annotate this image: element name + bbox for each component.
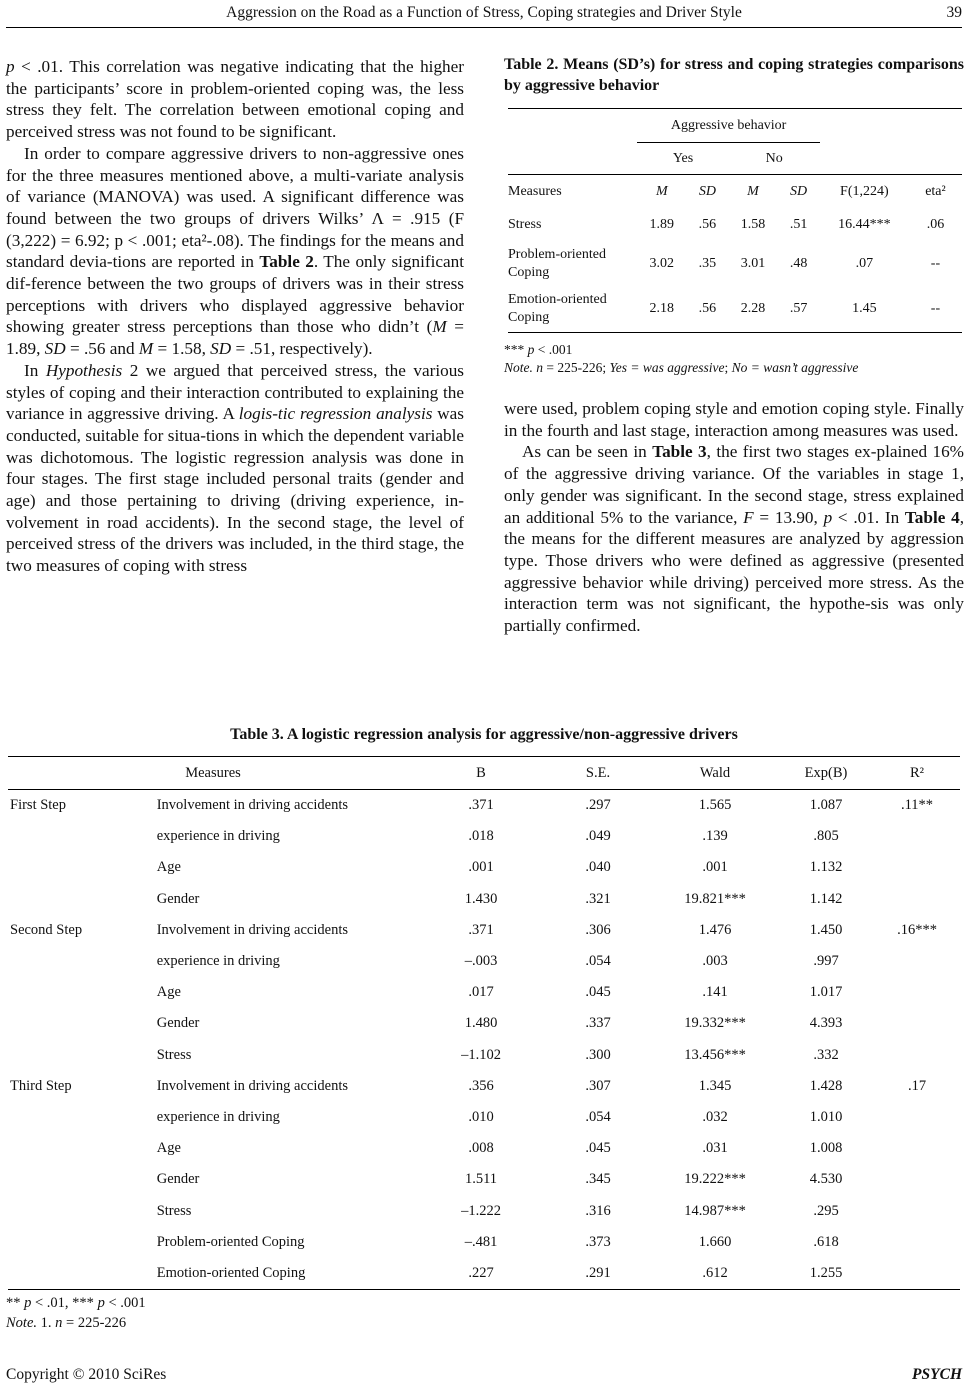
- table3-measure-cell: Involvement in driving accidents: [156, 797, 348, 814]
- table3-expb-cell: .332: [813, 1046, 839, 1063]
- table3-wald-cell: .141: [702, 984, 728, 1001]
- table3-row: [8, 852, 960, 883]
- table3-step-cell: [8, 1227, 157, 1258]
- text-run: SD: [210, 339, 232, 359]
- table3-wald-cell: 19.332***: [684, 1015, 746, 1032]
- table3-measure-cell: Involvement in driving accidents: [156, 1077, 348, 1094]
- table2-measure-cell: Stress: [508, 216, 542, 232]
- text-run: , the means for the different measures are analyzed by aggression type. Those drivers who were defined as aggressive (presented aggressive behavior while driving) perceived more stress. As the interaction term was not significant, the hypothe-sis was only partially confirmed.: [504, 507, 964, 636]
- text-run: Hypothesis: [45, 360, 123, 380]
- table3-se-cell: .049: [585, 828, 611, 845]
- text-run: < .01. In: [832, 507, 905, 527]
- table3-se-cell: .307: [585, 1077, 611, 1094]
- text-run: < .01. This correlation was negative indicating that the higher the participants’ score in problem-oriented coping was, the less stress they felt. The correlation between emotional coping and perceived stress was not found to be significant.: [6, 57, 464, 142]
- table3-step-cell: [8, 852, 157, 883]
- table3-step-cell: Third Step: [10, 1077, 72, 1094]
- table2-value-cell: 1.58: [740, 216, 766, 232]
- table3-expb-cell: 1.132: [809, 859, 843, 876]
- table3-step-cell: [8, 884, 157, 915]
- text-run: , the first two stages ex-plained 16% of the aggressive driving variance. Of the variables in stage 1, only gender was significant. In the second stage, stress explained an additional 5% to the variance,: [504, 442, 964, 527]
- table2-value-cell: .07: [855, 255, 874, 271]
- table3-wald-cell: 1.660: [698, 1233, 732, 1250]
- table3-se-cell: .297: [585, 797, 611, 814]
- table3-b-cell: 1.511: [464, 1171, 498, 1188]
- table2-header-cell: Measures: [508, 175, 637, 209]
- table3-measure-cell: Age: [156, 984, 181, 1001]
- table3-header-cell: Exp(B): [778, 757, 874, 790]
- table3-row: [8, 1102, 960, 1133]
- table3-row: [8, 1071, 960, 1102]
- text-run: = .56 and: [65, 339, 139, 359]
- table3-row: [8, 790, 960, 822]
- table3-wald-cell: .003: [702, 953, 728, 970]
- table3-expb-cell: 1.428: [809, 1077, 843, 1094]
- table3-row: [8, 977, 960, 1008]
- table2-header-cell: M: [729, 175, 778, 209]
- table2-value-cell: 2.28: [729, 287, 778, 333]
- text-run: M: [432, 317, 447, 337]
- table3-wald-cell: .031: [702, 1140, 728, 1157]
- table3-r2-cell: [874, 1258, 960, 1290]
- table2-header-cell: SD: [686, 175, 728, 209]
- table2-notes: [504, 341, 858, 377]
- table3-measure-cell: experience in driving: [156, 1108, 280, 1125]
- table2-value-cell: .57: [777, 287, 819, 333]
- table3-b-cell: .227: [418, 1258, 544, 1290]
- table3-b-cell: –.003: [464, 953, 498, 970]
- table3-step-cell: [8, 821, 157, 852]
- table3-wald-cell: 1.565: [698, 797, 732, 814]
- table3-row: [8, 1040, 960, 1071]
- table3-b-cell: .008: [468, 1140, 494, 1157]
- table3-measure-cell: Stress: [156, 1046, 192, 1063]
- table3-r2-cell: .16***: [897, 921, 937, 938]
- text-run: As can be seen in: [522, 442, 653, 462]
- table2-measure-cell: Problem-oriented Coping: [508, 246, 606, 280]
- text-run: logis-tic regression analysis: [238, 404, 433, 424]
- table3-r2-cell: [874, 1102, 960, 1133]
- left-paragraph: [6, 56, 464, 143]
- text-run: . The only significant dif-ference between the two groups of drivers was in their stress perceptions with drivers who displayed aggressive behavior showing greater stress perceptions than those who didn’t (: [6, 252, 464, 337]
- text-run: Table 2: [259, 252, 314, 272]
- table3-r2-cell: [874, 1133, 960, 1164]
- table3-measure-cell: Age: [156, 1140, 181, 1157]
- table2-caption: Table 2. Means (SD’s) for stress and coping strategies comparisons by aggressive behavior: [504, 56, 964, 94]
- table3-b-cell: .017: [468, 984, 494, 1001]
- text-run: were used, problem coping style and emotion coping style. Finally in the fourth and last stage, interaction among measures was used.: [504, 399, 964, 440]
- table2-value-cell: 1.89: [649, 216, 675, 232]
- table3-body: [8, 790, 960, 1290]
- table3-r2-cell: [874, 852, 960, 883]
- table3-se-cell: .337: [585, 1015, 611, 1032]
- table3-expb-cell: 1.087: [809, 797, 843, 814]
- table2-row: [508, 241, 962, 287]
- table3-r2-cell: [874, 1227, 960, 1258]
- table3-r2-cell: [874, 1008, 960, 1039]
- text-run: p: [823, 507, 833, 527]
- table2-no-header: No: [765, 150, 783, 166]
- table3-se-cell: .300: [585, 1046, 611, 1063]
- table3-row: [8, 1227, 960, 1258]
- table3-se-cell: .040: [585, 859, 611, 876]
- running-title: Aggression on the Road as a Function of Stress, Coping strategies and Driver Style: [226, 4, 742, 21]
- right-paragraph: [504, 441, 964, 636]
- table2-row: [508, 209, 962, 241]
- table3-se-cell: .291: [544, 1258, 652, 1290]
- table3-wald-cell: .001: [702, 859, 728, 876]
- table3-r2-cell: [874, 946, 960, 977]
- table3-column-headers: [8, 757, 960, 790]
- table2-measure-cell: Emotion-oriented Coping: [508, 287, 637, 333]
- text-run: M: [138, 339, 154, 359]
- table3-step-cell: [8, 1133, 157, 1164]
- table3-wald-cell: .612: [652, 1258, 778, 1290]
- table3-measure-cell: Gender: [156, 1171, 200, 1188]
- table3-b-cell: .018: [468, 828, 494, 845]
- table3-b-cell: 1.480: [464, 1015, 498, 1032]
- text-run: p: [6, 57, 15, 76]
- table3-se-cell: .373: [585, 1233, 611, 1250]
- table3-expb-cell: 1.008: [809, 1140, 843, 1157]
- table3-se-cell: .316: [585, 1202, 611, 1219]
- text-run: SD: [44, 339, 66, 359]
- table2-note: Note. n = 225-226; Yes = was aggressive; No = wasn’t aggressive: [504, 360, 859, 375]
- table3-row: [8, 821, 960, 852]
- table2-column-headers: [508, 175, 962, 209]
- header-rule: [6, 27, 962, 28]
- text-run: Table 3: [652, 442, 707, 462]
- table3-wald-cell: 13.456***: [684, 1046, 746, 1063]
- table3-r2-cell: [874, 977, 960, 1008]
- text-run: = .51, respectively).: [231, 339, 373, 359]
- table3-notes: [6, 1293, 146, 1333]
- table2-value-cell: .51: [789, 216, 808, 232]
- table2: [508, 108, 962, 333]
- table3-wald-cell: 1.345: [698, 1077, 732, 1094]
- table2-value-cell: 3.02: [649, 255, 675, 271]
- text-run: In order to compare aggressive drivers to non-aggressive ones for the three measures mentioned above, a multi-variate analysis of variance (MANOVA) was used. A significant difference was found between the two groups of drivers Wilks’ Λ = .915 (F (3,222) = 6.92; p < .001; eta²-.08). The findings for the means and standard devia-tions are reported in: [6, 143, 464, 272]
- table3-expb-cell: 1.010: [809, 1108, 843, 1125]
- table3-wald-cell: 19.222***: [684, 1171, 746, 1188]
- table3-se-cell: .045: [585, 984, 611, 1001]
- table3-expb-cell: 1.142: [809, 890, 843, 907]
- table2-value-cell: .06: [926, 216, 945, 232]
- table3-r2-cell: .17: [907, 1077, 927, 1094]
- table3-b-cell: .001: [468, 859, 494, 876]
- table3-step-cell: [8, 1164, 157, 1195]
- table3-se-cell: .345: [585, 1171, 611, 1188]
- table3-header-cell: Measures: [8, 757, 418, 790]
- table2-value-cell: .48: [789, 255, 808, 271]
- table3-se-cell: .306: [585, 921, 611, 938]
- table3-expb-cell: .997: [813, 953, 839, 970]
- table2-note-significance: *** p < .001: [504, 342, 573, 357]
- table3-expb-cell: .805: [813, 828, 839, 845]
- left-paragraph: [6, 360, 464, 577]
- table3-measure-cell: Age: [156, 859, 181, 876]
- table3-measure-cell: Involvement in driving accidents: [156, 921, 348, 938]
- table3-r2-cell: [874, 821, 960, 852]
- text-run: = 1.89,: [6, 317, 464, 359]
- table2-value-cell: 2.18: [637, 287, 686, 333]
- table3-b-cell: –1.222: [461, 1202, 501, 1219]
- table3-expb-cell: 4.393: [809, 1015, 843, 1032]
- table3-b-cell: –1.102: [461, 1046, 501, 1063]
- table2-value-cell: --: [930, 255, 941, 271]
- table3-b-cell: 1.430: [464, 890, 498, 907]
- table3-se-cell: .045: [585, 1140, 611, 1157]
- text-run: F: [743, 507, 754, 527]
- table3-wald-cell: 1.476: [698, 921, 732, 938]
- table3-measure-cell: experience in driving: [156, 953, 280, 970]
- table2-yes-header: Yes: [672, 150, 694, 166]
- table3-measure-cell: Problem-oriented Coping: [156, 1233, 305, 1250]
- table2-value-cell: 1.45: [820, 287, 909, 333]
- table3-caption: Table 3. A logistic regression analysis for aggressive/non-aggressive drivers: [230, 726, 738, 743]
- table3-se-cell: .054: [585, 1108, 611, 1125]
- table2-group-header: Aggressive behavior: [637, 109, 819, 143]
- footer-journal: PSYCH: [912, 1366, 962, 1383]
- table3: [8, 756, 960, 1290]
- table3-measure-cell: Emotion-oriented Coping: [157, 1258, 418, 1290]
- table3-expb-cell: 1.255: [778, 1258, 874, 1290]
- table3-step-cell: [8, 977, 157, 1008]
- table3-b-cell: .356: [468, 1077, 494, 1094]
- table3-r2-cell: [874, 1164, 960, 1195]
- table3-header-cell: S.E.: [544, 757, 652, 790]
- table3-step-cell: [8, 1195, 157, 1226]
- table3-row: [8, 1133, 960, 1164]
- table2-value-cell: .56: [686, 287, 728, 333]
- text-run: 2 we argued that perceived stress, the various styles of coping and their interaction contributed to explaining the variance in aggressive driving. A: [6, 360, 464, 424]
- left-column-text: [6, 56, 464, 577]
- table3-r2-cell: [874, 884, 960, 915]
- table3-step-cell: [8, 1102, 157, 1133]
- text-run: Table 4: [904, 507, 960, 527]
- table3-b-cell: –.481: [464, 1233, 498, 1250]
- text-run: was conducted, suitable for situa-tions in which the dependent variable was dichotomous. The logistic regression analysis was done in four stages. The first stage included personal traits (gender and age) and those pertaining to driving (driving experience, in-volvement in road accidents). In the second stage, the level of perceived stress of the drivers was included, in the third stage, the two measures of coping with stress: [6, 404, 464, 576]
- table2-value-cell: .35: [698, 255, 717, 271]
- table3-step-cell: [8, 1040, 157, 1071]
- text-run: = 1.58,: [153, 339, 211, 359]
- table2-header-cell: eta²: [909, 175, 962, 209]
- table2-value-cell: .56: [698, 216, 717, 232]
- table3-se-cell: .054: [585, 953, 611, 970]
- table3-r2-cell: [874, 1195, 960, 1226]
- table3-row: [8, 1195, 960, 1226]
- table2-header-cell: SD: [777, 175, 819, 209]
- table3-row: [8, 946, 960, 977]
- table3-row: [8, 915, 960, 946]
- table3-measure-cell: Stress: [156, 1202, 192, 1219]
- table2-row: [508, 287, 962, 333]
- table3-step-cell: Second Step: [10, 921, 83, 938]
- right-paragraph: [504, 398, 964, 441]
- table3-note-significance: ** p < .01, *** p < .001: [6, 1295, 146, 1311]
- table2-header-cell: F(1,224): [820, 175, 909, 209]
- table3-step-cell: [8, 1008, 157, 1039]
- table3-wald-cell: .139: [702, 828, 728, 845]
- text-run: = 13.90,: [753, 507, 824, 527]
- table2-value-cell: 3.01: [740, 255, 766, 271]
- table3-row: [8, 884, 960, 915]
- right-column-text: [504, 398, 964, 637]
- table2-value-cell: --: [909, 287, 962, 333]
- table3-expb-cell: 4.530: [809, 1171, 843, 1188]
- table2-body: [508, 209, 962, 333]
- table3-step-cell: [8, 946, 157, 977]
- table3-r2-cell: [874, 1040, 960, 1071]
- table2-value-cell: 16.44***: [838, 216, 891, 232]
- table3-row: [8, 1164, 960, 1195]
- table3-header-cell: Wald: [652, 757, 778, 790]
- table3-step-cell: First Step: [10, 797, 66, 814]
- page-number: 39: [946, 4, 962, 21]
- table3-expb-cell: .618: [813, 1233, 839, 1250]
- table3-expb-cell: 1.450: [809, 921, 843, 938]
- table3-b-cell: .010: [468, 1108, 494, 1125]
- table3-note: Note. 1. n = 225-226: [6, 1315, 127, 1331]
- table3-measure-cell: Gender: [156, 1015, 200, 1032]
- table3-step-cell: [8, 1258, 157, 1290]
- table3-r2-cell: .11**: [900, 797, 934, 814]
- table3-expb-cell: .295: [813, 1202, 839, 1219]
- table3-measure-cell: experience in driving: [156, 828, 280, 845]
- table3-wald-cell: .032: [702, 1108, 728, 1125]
- table3-header-cell: R²: [874, 757, 960, 790]
- table3-wald-cell: 19.821***: [684, 890, 746, 907]
- footer-copyright: Copyright © 2010 SciRes: [6, 1366, 167, 1383]
- table3-wald-cell: 14.987***: [684, 1202, 746, 1219]
- table2-header-cell: M: [637, 175, 686, 209]
- table3-expb-cell: 1.017: [809, 984, 843, 1001]
- left-paragraph: [6, 143, 464, 360]
- table3-row: [8, 1258, 960, 1290]
- table3-measure-cell: Gender: [156, 890, 200, 907]
- table3-header-cell: B: [418, 757, 544, 790]
- table3-b-cell: .371: [468, 797, 494, 814]
- table3-row: [8, 1008, 960, 1039]
- table3-se-cell: .321: [585, 890, 611, 907]
- table3-b-cell: .371: [468, 921, 494, 938]
- text-run: In: [24, 360, 46, 380]
